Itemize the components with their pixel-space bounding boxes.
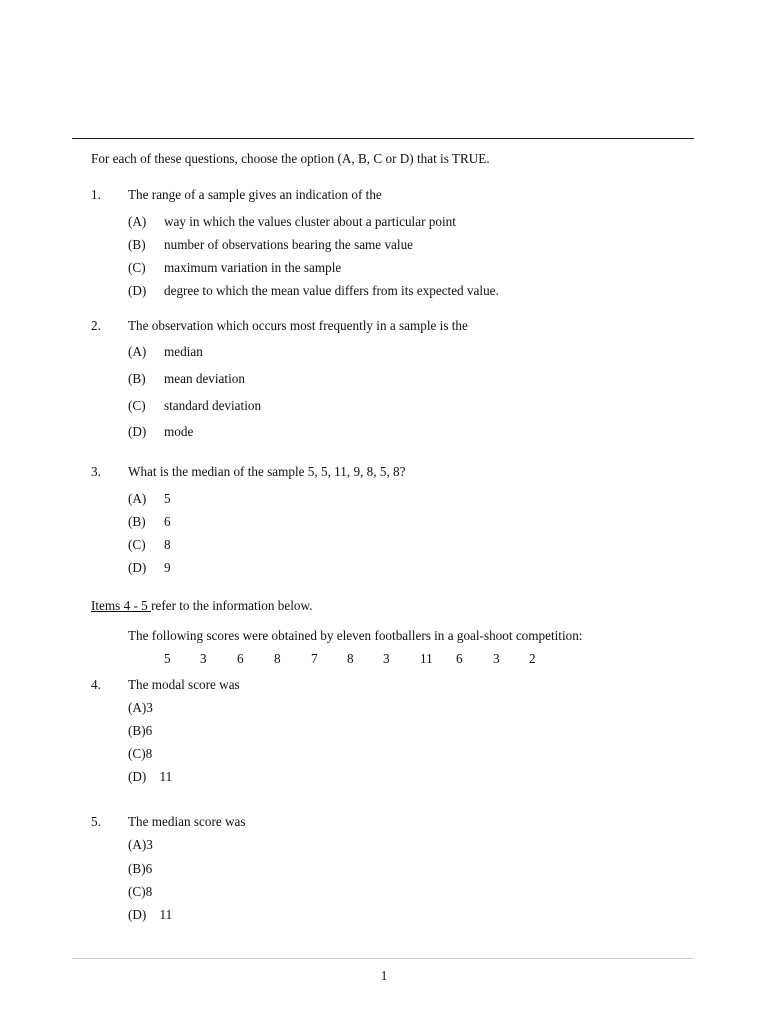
score-value: 3: [383, 651, 390, 666]
question-number: 1.: [91, 187, 101, 202]
items-reference-underlined: Items 4 - 5: [91, 598, 152, 613]
question-number: 2.: [91, 318, 101, 333]
instructions: For each of these questions, choose the option (A, B, C or D) that is TRUE.: [91, 151, 490, 166]
option-text: maximum variation in the sample: [164, 260, 342, 275]
option-text: 8: [164, 537, 171, 552]
option: (C)8: [128, 746, 153, 761]
option-text: median: [164, 344, 203, 359]
option-text: standard deviation: [164, 398, 262, 413]
option-label: (B): [128, 237, 146, 252]
question-text: The observation which occurs most frequently in a sample is the: [128, 318, 468, 333]
score-value: 8: [274, 651, 281, 666]
option-text: way in which the values cluster about a particular point: [164, 214, 456, 229]
question-text: The modal score was: [128, 677, 240, 692]
option-label: (D): [128, 283, 147, 298]
score-value: 3: [200, 651, 207, 666]
option-label: (C): [128, 260, 146, 275]
score-value: 8: [347, 651, 354, 666]
score-value: 6: [456, 651, 463, 666]
question-number: 4.: [91, 677, 101, 692]
option-text: 5: [164, 491, 171, 506]
option-text: 6: [164, 514, 171, 529]
question-number: 5.: [91, 814, 101, 829]
question-text: The range of a sample gives an indication of the: [128, 187, 382, 202]
footer-rule: [72, 958, 694, 959]
option: (D) 11: [128, 907, 173, 922]
option-label: (B): [128, 371, 146, 386]
score-value: 6: [237, 651, 244, 666]
score-value: 7: [311, 651, 318, 666]
items-reference: [91, 598, 312, 614]
option: (A)3: [128, 700, 153, 715]
items-reference-text: refer to the information below.: [151, 598, 313, 613]
option-text: mode: [164, 424, 194, 439]
option-label: (C): [128, 537, 146, 552]
question-text: What is the median of the sample 5, 5, 11, 9, 8, 5, 8?: [128, 464, 406, 479]
option: (B)6: [128, 723, 153, 738]
scores-intro: The following scores were obtained by eleven footballers in a goal-shoot competition:: [128, 628, 583, 643]
option-label: (A): [128, 491, 147, 506]
page-number: 1: [380, 968, 388, 983]
question-number: 3.: [91, 464, 101, 479]
option: (A)3: [128, 837, 153, 852]
option-label: (C): [128, 398, 146, 413]
score-value: 3: [493, 651, 500, 666]
score-value: 2: [529, 651, 536, 666]
option: (C)8: [128, 884, 153, 899]
option-label: (B): [128, 514, 146, 529]
option-text: mean deviation: [164, 371, 245, 386]
option: (D) 11: [128, 769, 173, 784]
option-label: (A): [128, 344, 147, 359]
score-value: 5: [164, 651, 171, 666]
score-value: 11: [420, 651, 433, 666]
option-text: degree to which the mean value differs from its expected value.: [164, 283, 499, 298]
option-label: (A): [128, 214, 147, 229]
option-label: (D): [128, 560, 147, 575]
option-text: number of observations bearing the same value: [164, 237, 414, 252]
top-rule: [72, 138, 694, 139]
question-text: The median score was: [128, 814, 246, 829]
option: (B)6: [128, 861, 153, 876]
option-label: (D): [128, 424, 147, 439]
option-text: 9: [164, 560, 171, 575]
